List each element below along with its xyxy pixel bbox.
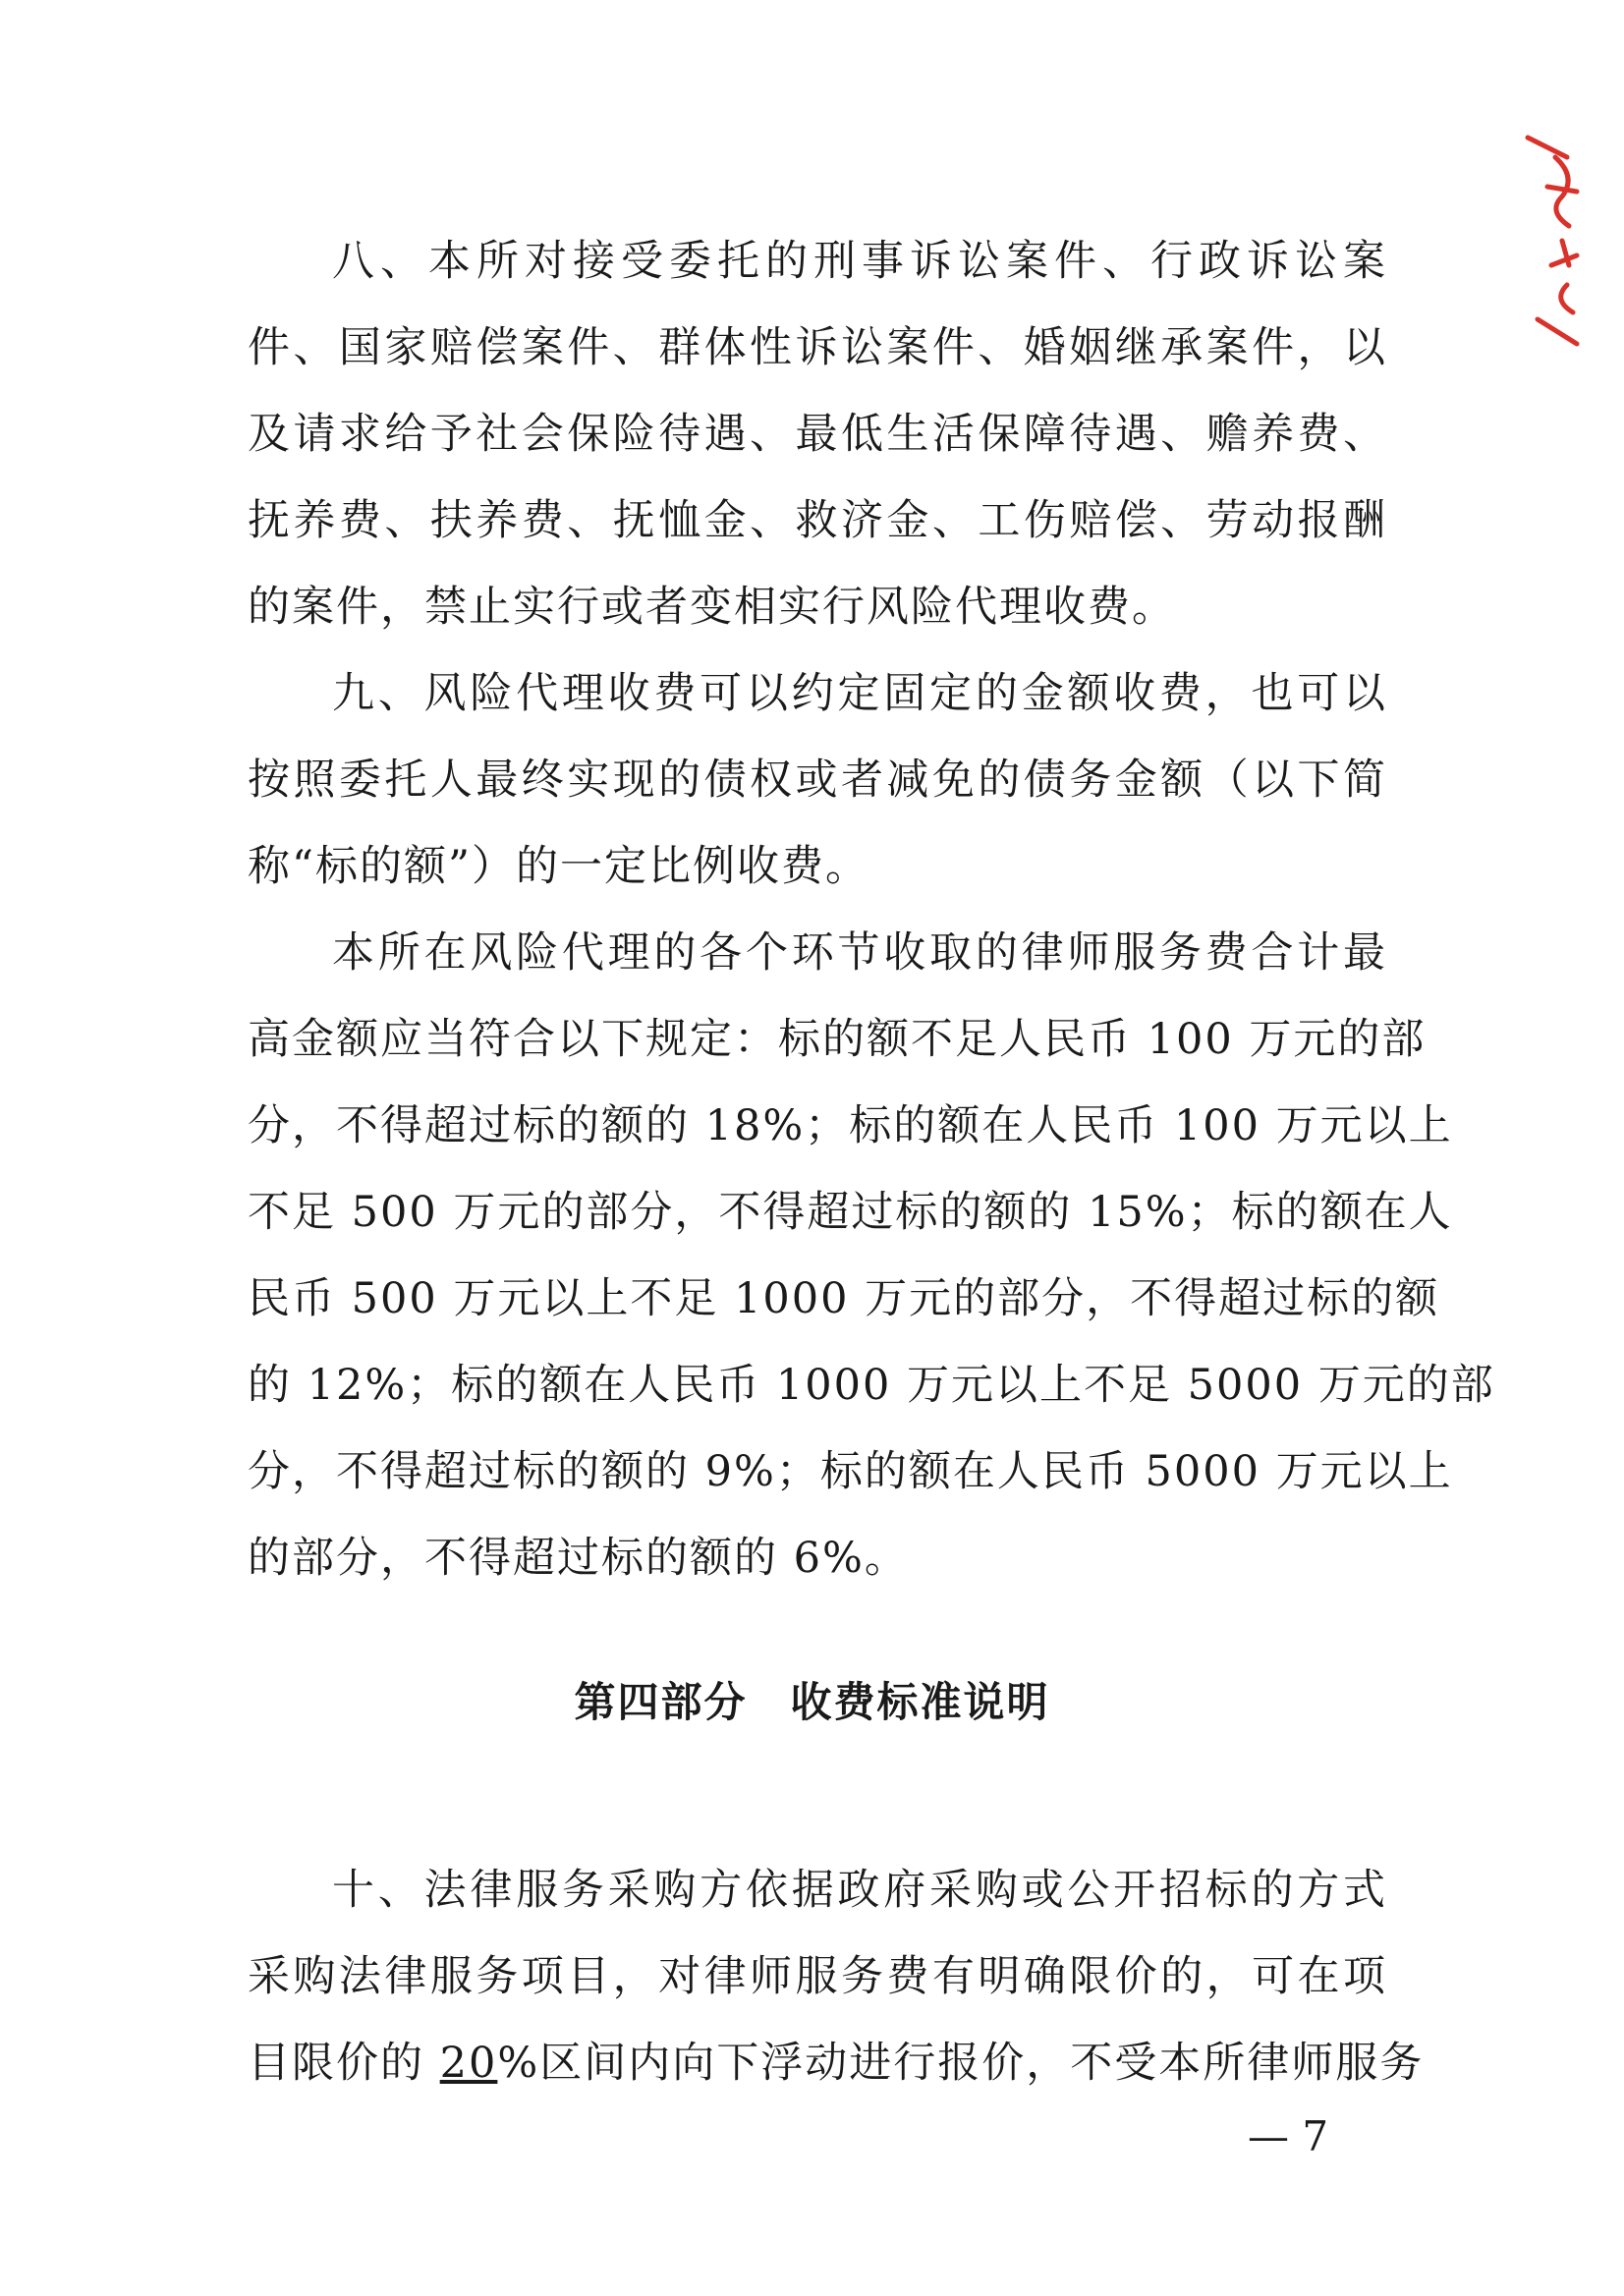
page-number: — 7 xyxy=(1248,2112,1329,2160)
text-line: 的 12%；标的额在人民币 1000 万元以上不足 5000 万元的部 xyxy=(248,1361,1495,1410)
text-line: 民币 500 万元以上不足 1000 万元的部分，不得超过标的额 xyxy=(248,1274,1440,1323)
text-line: 采购法律服务项目，对律师服务费有明确限价的，可在项 xyxy=(248,1952,1387,2001)
text-line: 不足 500 万元的部分，不得超过标的额的 15%；标的额在人 xyxy=(248,1188,1453,1237)
section-8-paragraph xyxy=(248,218,1387,650)
text-segment: %区间内向下浮动进行报价，不受本所律师服务 xyxy=(497,2039,1425,2088)
text-line: 分，不得超过标的额的 9%；标的额在人民币 5000 万元以上 xyxy=(248,1447,1453,1496)
text-line xyxy=(248,2020,1425,2106)
text-line: 分，不得超过标的额的 18%；标的额在人民币 100 万元以上 xyxy=(248,1101,1453,1150)
red-seal-stamp-icon xyxy=(1508,118,1596,354)
text-line: 抚养费、扶养费、抚恤金、救济金、工伤赔偿、劳动报酬 xyxy=(248,496,1387,545)
section-9-paragraph xyxy=(248,650,1387,910)
text-line: 的部分，不得超过标的额的 6%。 xyxy=(248,1534,909,1583)
text-line: 的案件，禁止实行或者变相实行风险代理收费。 xyxy=(248,583,1176,632)
text-line: 十、法律服务采购方依据政府采购或公开招标的方式 xyxy=(332,1866,1387,1915)
text-line: 本所在风险代理的各个环节收取的律师服务费合计最 xyxy=(332,928,1387,978)
section-heading: 第四部分 收费标准说明 xyxy=(574,1678,1050,1726)
section-9-fee-cap-paragraph xyxy=(248,910,1495,1601)
text-line: 高金额应当符合以下规定：标的额不足人民币 100 万元的部 xyxy=(248,1015,1427,1064)
text-segment: 目限价的 xyxy=(248,2039,440,2088)
text-line: 件、国家赔偿案件、群体性诉讼案件、婚姻继承案件，以 xyxy=(248,323,1387,372)
underlined-percentage: 20 xyxy=(439,2039,498,2088)
text-line: 按照委托人最终实现的债权或者减免的债务金额（以下简 xyxy=(248,756,1387,805)
text-line: 称“标的额”）的一定比例收费。 xyxy=(248,842,869,891)
section-10-paragraph xyxy=(248,1847,1425,2106)
text-line: 八、本所对接受委托的刑事诉讼案件、行政诉讼案 xyxy=(332,237,1387,286)
text-line: 九、风险代理收费可以约定固定的金额收费，也可以 xyxy=(332,669,1387,718)
text-line: 及请求给予社会保险待遇、最低生活保障待遇、赡养费、 xyxy=(248,410,1387,459)
